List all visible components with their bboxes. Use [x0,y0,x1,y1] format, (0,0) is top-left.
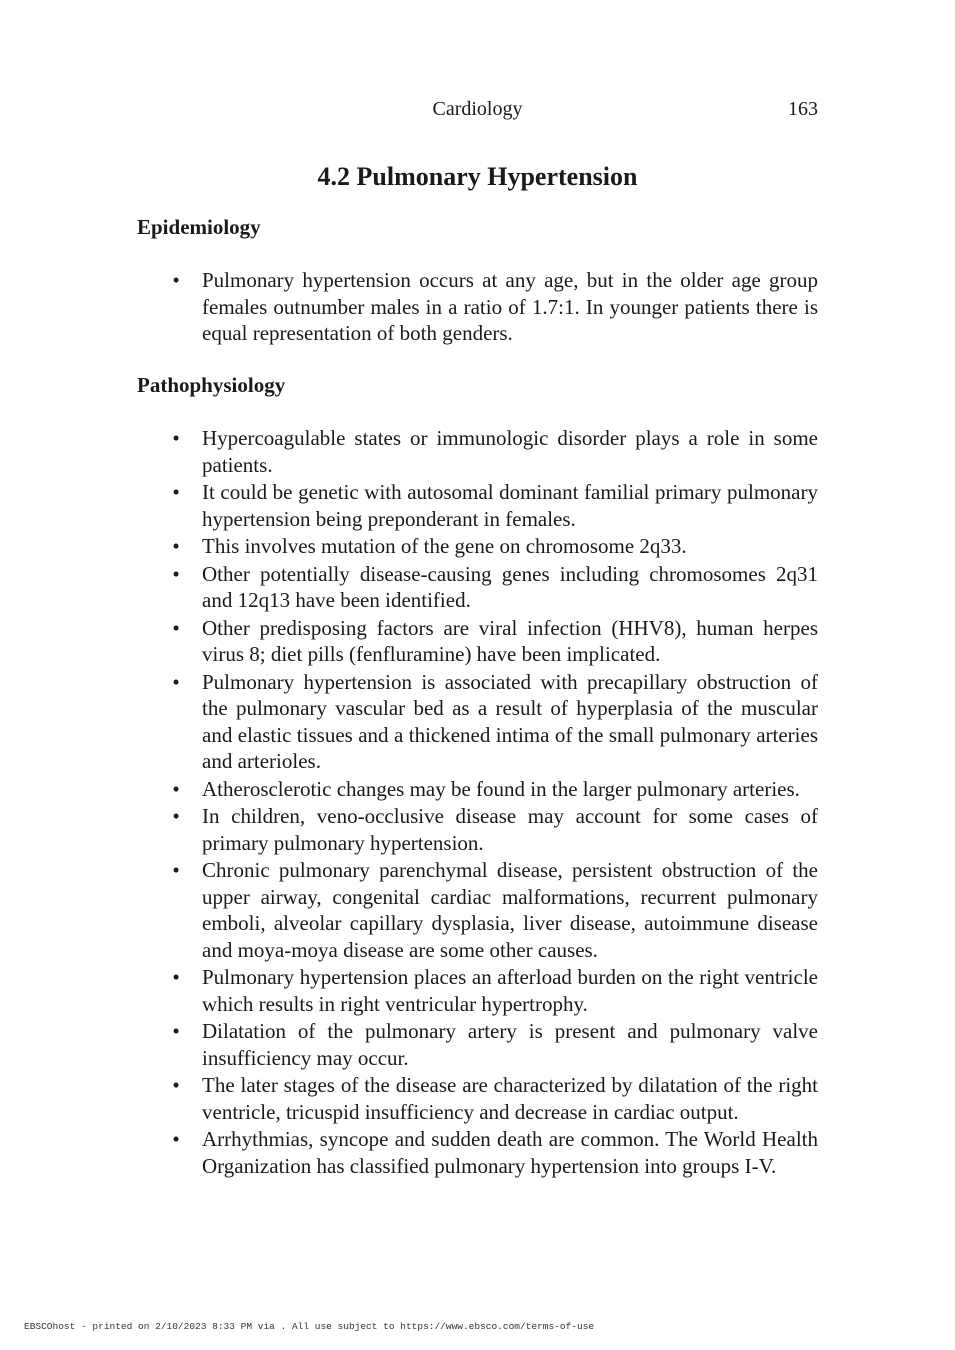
bullet-icon: • [172,534,180,558]
bullet-icon: • [172,426,180,450]
list-item-text: Pulmonary hypertension is associated with precapillary obstruction of the pulmonary vascular bed as a result of hyperplasia of the muscular and elastic tissues and a thickened intima of the small pulmonary arteries and arterioles. [202,669,818,773]
bullet-icon: • [172,1073,180,1097]
list-item [137,669,818,775]
bullet-icon: • [172,669,180,694]
list-item-text: Pulmonary hypertension places an afterload burden on the right ventricle which results in right ventricular hypertrophy. [202,965,818,1016]
list-item [137,615,818,668]
list-item-text: This involves mutation of the gene on chromosome 2q33. [202,534,687,558]
pathophysiology-list [137,425,818,1180]
list-item [137,1126,818,1179]
bullet-icon: • [172,1019,180,1043]
epidemiology-list [137,267,818,348]
list-item-text: In children, veno-occlusive disease may account for some cases of primary pulmonary hypertension. [202,804,818,855]
list-item-text: Other predisposing factors are viral infection (HHV8), human herpes virus 8; diet pills (fenfluramine) have been implicated. [202,615,818,666]
list-item [137,533,818,560]
list-item [137,561,818,614]
list-item [137,1072,818,1125]
page-number: 163 [788,98,818,120]
list-item-text: The later stages of the disease are characterized by dilatation of the right ventricle, tricuspid insufficiency and decrease in cardiac output. [202,1073,818,1124]
bullet-icon: • [172,268,180,292]
bullet-icon: • [172,965,180,989]
list-item [137,857,818,963]
list-item [137,1018,818,1071]
list-item-text: Atherosclerotic changes may be found in the larger pulmonary arteries. [202,776,800,801]
list-item [137,425,818,478]
bullet-icon: • [172,858,180,882]
bullet-icon: • [172,1127,180,1151]
list-item-text: Hypercoagulable states or immunologic disorder plays a role in some patients. [202,426,818,477]
bullet-icon: • [172,480,180,504]
list-item [137,776,818,803]
list-item-text: Pulmonary hypertension occurs at any age, but in the older age group females outnumber males in a ratio of 1.7:1. In younger patients there is equal representation of both genders. [202,268,818,345]
list-item-text: Other potentially disease-causing genes including chromosomes 2q31 and 12q13 have been identified. [202,561,818,612]
list-item [137,803,818,856]
list-item [137,964,818,1017]
section-title: 4.2 Pulmonary Hypertension [317,162,638,191]
list-item [137,479,818,532]
epidemiology-heading: Epidemiology [137,215,261,239]
running-head-title: Cardiology [432,98,523,120]
print-footer: EBSCOhost - printed on 2/10/2023 8:33 PM via . All use subject to https://www.ebsco.com/terms-of-use [24,1321,595,1332]
list-item [137,267,818,347]
list-item-text: Arrhythmias, syncope and sudden death are common. The World Health Organization has classified pulmonary hypertension into groups I-V. [202,1127,818,1178]
bullet-icon: • [172,804,180,828]
list-item-text: Dilatation of the pulmonary artery is present and pulmonary valve insufficiency may occur. [202,1019,818,1070]
list-item-text: Chronic pulmonary parenchymal disease, persistent obstruction of the upper airway, congenital cardiac malformations, recurrent pulmonary emboli, alveolar capillary dysplasia, liver disease, autoimmune disease and moya-moya disease are some other causes. [202,858,818,962]
list-item-text: It could be genetic with autosomal dominant familial primary pulmonary hypertension being preponderant in females. [202,480,818,531]
pathophysiology-heading: Pathophysiology [137,373,286,397]
bullet-icon: • [172,561,180,586]
bullet-icon: • [172,776,180,801]
running-head [0,96,955,122]
bullet-icon: • [172,615,180,640]
